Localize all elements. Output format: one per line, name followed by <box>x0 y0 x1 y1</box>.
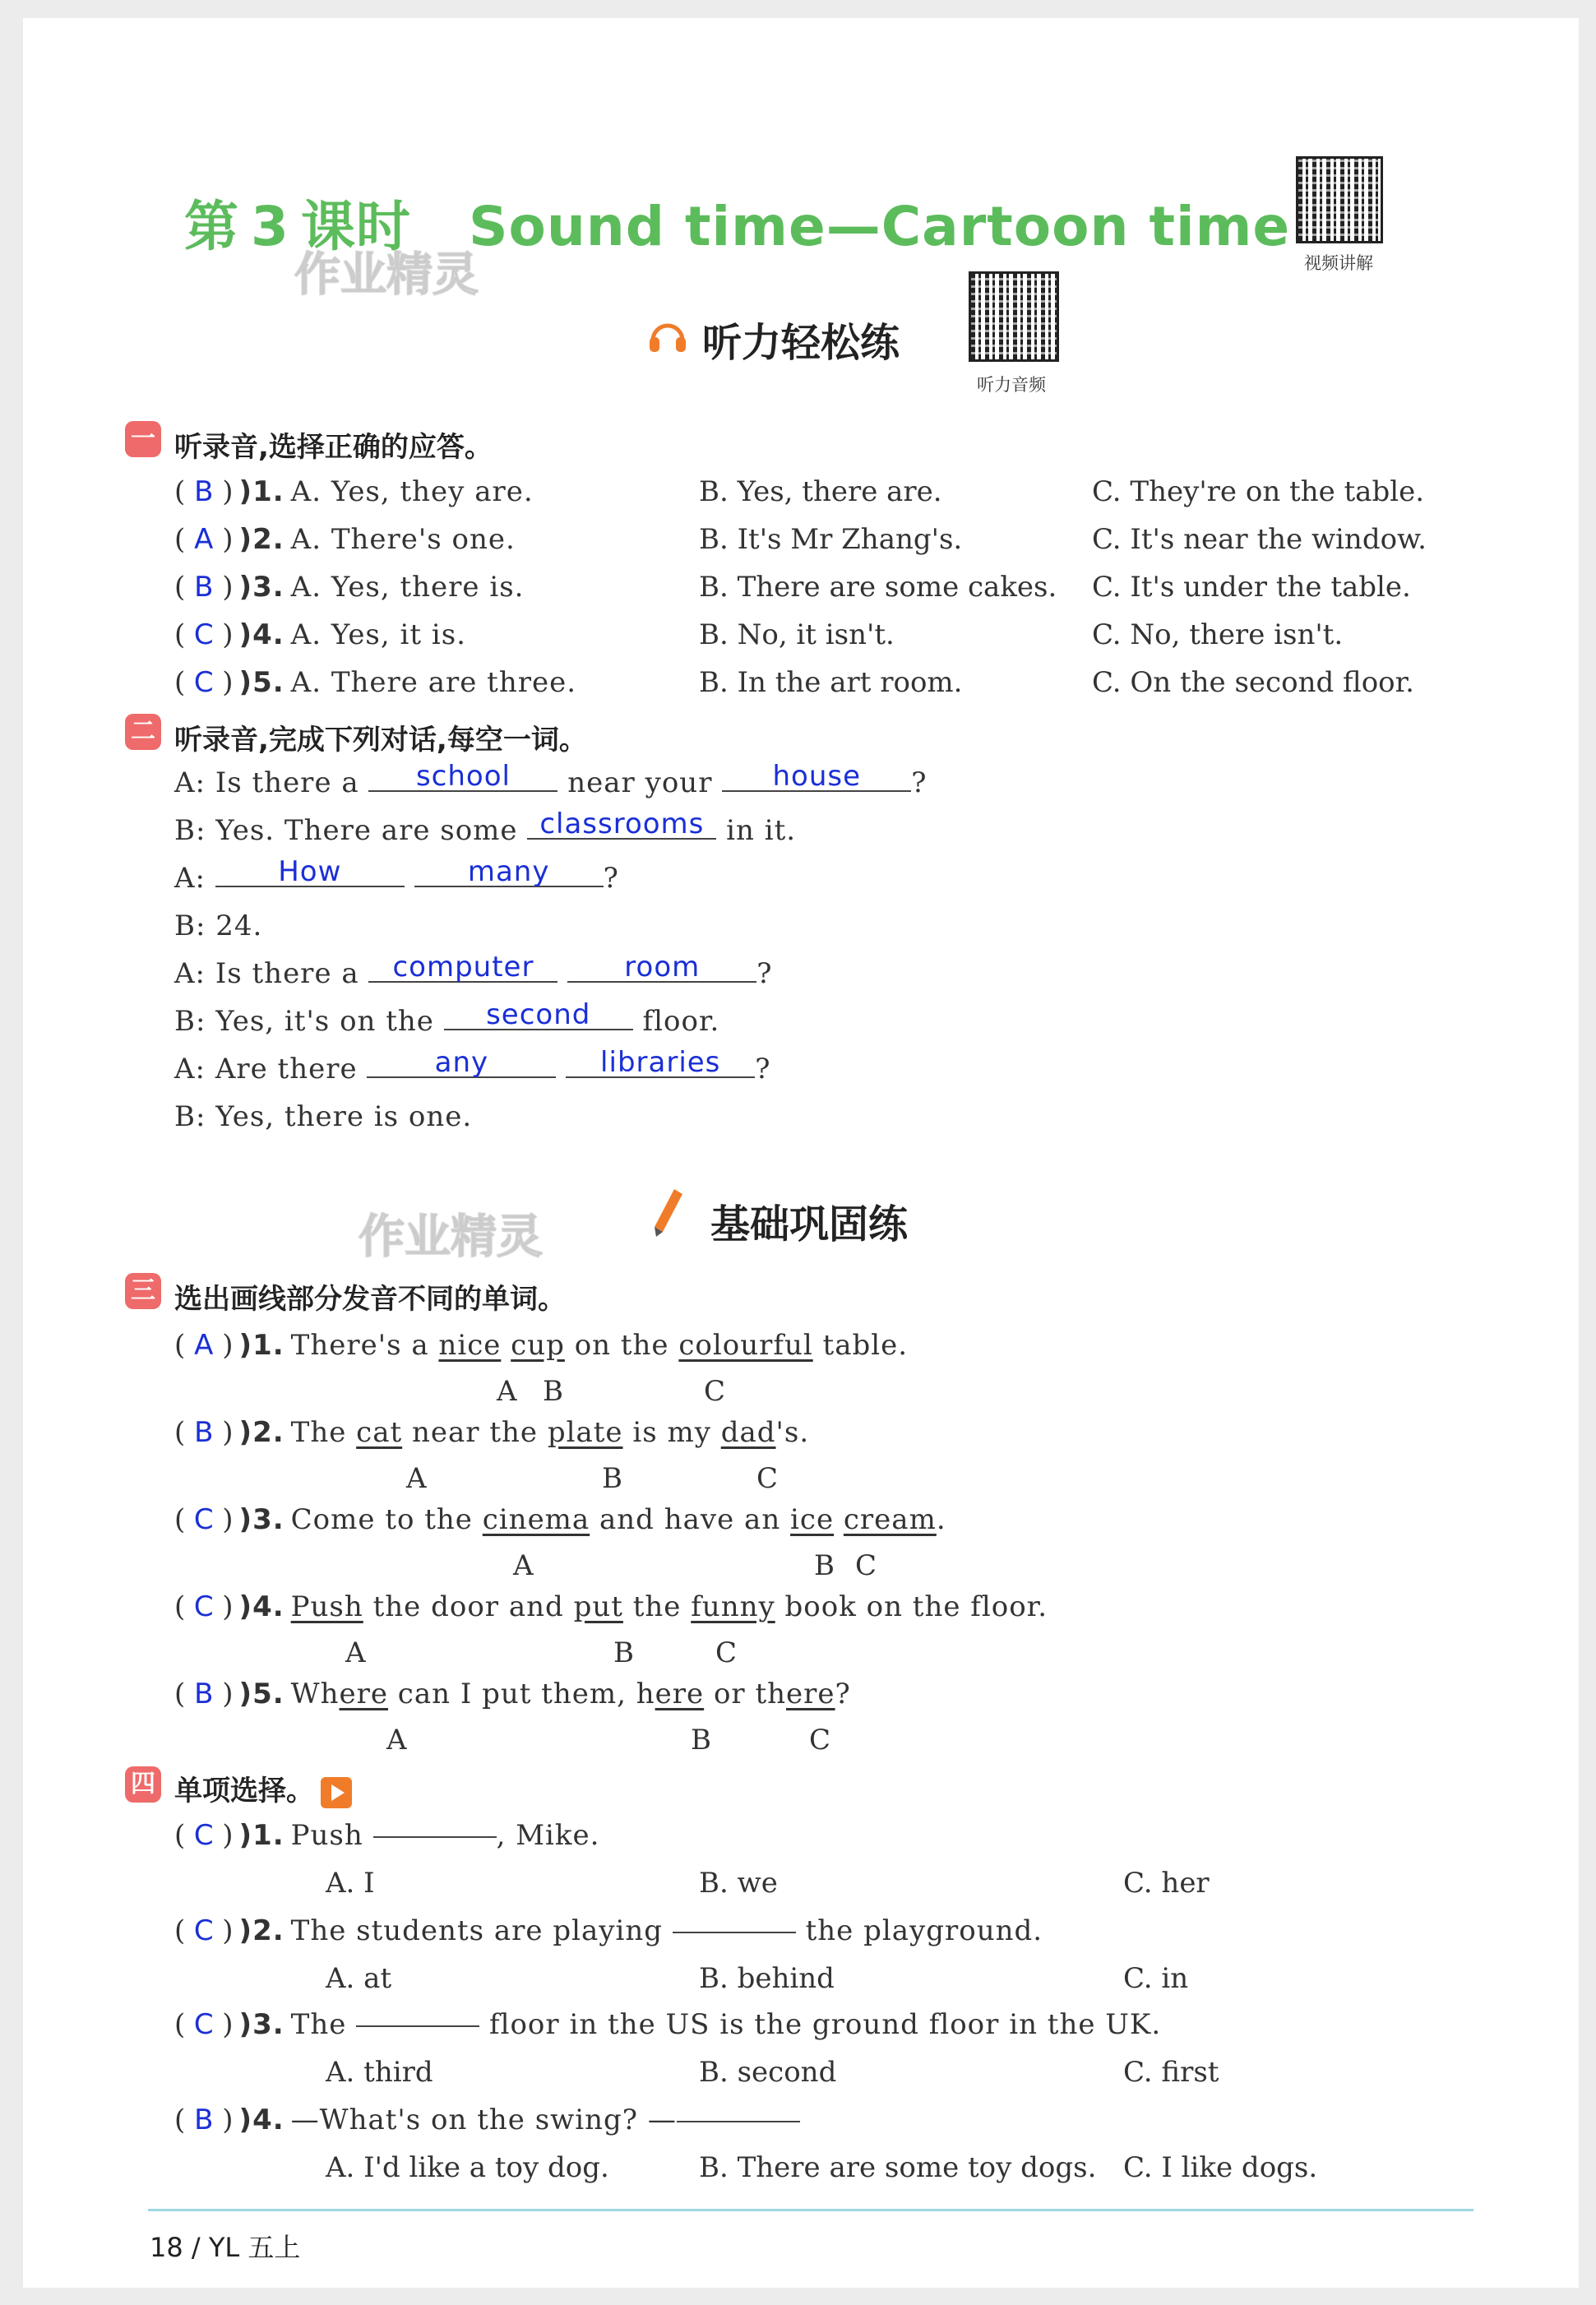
answer: A <box>194 523 215 556</box>
answer-blank[interactable]: second <box>444 1001 633 1030</box>
option-c: C. They're on the table. <box>1092 475 1425 508</box>
underlined-word: cream <box>843 1503 937 1536</box>
part1-heading: 听录音,选择正确的应答。 <box>174 431 493 464</box>
dialogue-line <box>174 1046 771 1085</box>
dialogue-text: A: <box>174 862 206 895</box>
question-number: )4. <box>238 1590 285 1623</box>
question-number: )2. <box>238 523 285 556</box>
answer-blank[interactable] <box>677 2121 800 2122</box>
question-number: )2. <box>238 1416 285 1449</box>
option-a: A. There are three. <box>290 666 577 699</box>
listening-section-title: 听力轻松练 <box>702 320 900 366</box>
underlined-word: cup <box>511 1329 565 1362</box>
option-b: B. In the art room. <box>699 666 963 699</box>
option-b: B. second <box>699 2056 837 2089</box>
question-row: ( C ) )3. The floor in the US is the ground floor in the UK. <box>174 2008 1162 2041</box>
label-b: B <box>602 1462 623 1495</box>
option-a: A. Yes, it is. <box>290 618 466 651</box>
sentence-text: The students are playing <box>290 1914 663 1947</box>
option-b: B. There are some toy dogs. <box>699 2151 1097 2184</box>
dialogue-text: A: Is there a <box>174 766 359 799</box>
answer: B <box>194 1416 215 1449</box>
part-badge: 一 <box>125 421 161 457</box>
lesson-label: 第 <box>184 195 239 258</box>
question-row: ( B ) )1. A. Yes, they are. <box>174 475 534 508</box>
label-c: C <box>809 1724 832 1757</box>
watermark: 作业精灵 <box>294 248 479 302</box>
sentence-text: —What's on the swing? — <box>290 2104 677 2136</box>
question-row: ( A ) )2. A. There's one. <box>174 523 516 556</box>
headphones-icon <box>645 312 691 359</box>
answer-blank[interactable]: house <box>722 762 911 792</box>
dialogue-text: in it. <box>726 814 797 847</box>
audio-caption: 听力音频 <box>977 375 1046 395</box>
underlined-word: Push <box>290 1590 363 1623</box>
lesson-title-en: Sound time—Cartoon time <box>468 195 1291 258</box>
question-number: )1. <box>238 475 285 508</box>
question-row: ( B ) )5. Where can I put them, here or there? <box>174 1678 851 1710</box>
option-a: A. Yes, there is. <box>290 571 525 604</box>
sentence-text: is my <box>622 1416 721 1449</box>
answer-blank[interactable] <box>373 1836 497 1838</box>
video-caption: 视频讲解 <box>1304 253 1373 273</box>
answer-blank[interactable] <box>356 2025 479 2027</box>
sentence-text: book on the floor. <box>775 1590 1048 1623</box>
dialogue-text: ? <box>756 957 773 990</box>
sentence-text: the playground. <box>805 1914 1043 1947</box>
pencil-icon <box>650 1186 687 1238</box>
play-icon[interactable] <box>321 1777 352 1808</box>
question-number: )4. <box>238 2104 285 2136</box>
dialogue-line: B: 24. <box>174 910 263 942</box>
label-b: B <box>814 1549 835 1582</box>
option-c: C. It's under the table. <box>1092 571 1411 604</box>
underlined-word: colourful <box>678 1329 813 1362</box>
part2-heading: 听录音,完成下列对话,每空一词。 <box>174 724 587 757</box>
underlined-word: ice <box>790 1503 835 1536</box>
part-badge: 二 <box>125 714 161 750</box>
sentence-text: the door and <box>363 1590 574 1623</box>
answer-blank[interactable]: How <box>215 858 405 887</box>
sentence-text: near the <box>402 1416 548 1449</box>
dialogue-text: A: Is there a <box>174 957 359 990</box>
video-qr-code-icon[interactable] <box>1296 156 1383 243</box>
option-b: B. There are some cakes. <box>699 571 1057 604</box>
question-row: ( C ) )3. Come to the cinema and have an ice cream. <box>174 1503 946 1536</box>
answer: C <box>193 1914 215 1947</box>
sentence-text: on the <box>564 1329 679 1362</box>
sentence-text: Wh <box>290 1678 340 1710</box>
label-a: A <box>497 1375 518 1408</box>
basics-section-title: 基础巩固练 <box>710 1201 909 1247</box>
question-row: ( C ) )2. The students are playing the playground. <box>174 1914 1043 1947</box>
lesson-number: 3 <box>251 195 289 258</box>
answer-blank[interactable]: any <box>367 1048 556 1078</box>
answer: B <box>194 1678 215 1710</box>
dialogue-text: ? <box>603 862 619 895</box>
audio-qr-code-icon[interactable] <box>969 271 1059 362</box>
part-badge: 三 <box>125 1273 161 1309</box>
underlined-word: ere <box>786 1678 835 1710</box>
question-row: ( B ) )3. A. Yes, there is. <box>174 571 525 604</box>
dialogue-text: B: Yes. There are some <box>174 814 518 847</box>
dialogue-line: B: Yes, there is one. <box>174 1100 473 1133</box>
answer: B <box>194 2104 215 2136</box>
question-number: )3. <box>238 571 285 604</box>
answer: B <box>194 571 215 604</box>
question-row: ( C ) )4. Push the door and put the funny book on the floor. <box>174 1590 1048 1623</box>
dialogue-line <box>174 808 797 847</box>
dialogue-text: floor. <box>642 1005 720 1038</box>
underlined-word: ere <box>655 1678 705 1710</box>
sentence-text: or th <box>704 1678 787 1710</box>
page-footer: 18 / YL 五上 <box>150 2232 301 2263</box>
underlined-word: cinema <box>482 1503 590 1536</box>
sentence-text: table. <box>812 1329 909 1362</box>
underlined-word: cat <box>356 1416 403 1449</box>
footer-divider <box>148 2209 1473 2211</box>
underlined-word: nice <box>438 1329 502 1362</box>
question-row: ( C ) )1. Push , Mike. <box>174 1819 600 1852</box>
sentence-text <box>834 1503 844 1536</box>
dialogue-text: ? <box>911 766 928 799</box>
label-c: C <box>855 1549 878 1582</box>
answer: C <box>193 1819 215 1852</box>
part4-heading-text: 单项选择。 <box>174 1775 314 1807</box>
label-a: A <box>406 1462 428 1495</box>
answer-blank[interactable]: libraries <box>566 1048 755 1078</box>
option-a: A. I <box>326 1867 375 1900</box>
sentence-text: , Mike. <box>496 1819 600 1852</box>
label-c: C <box>756 1462 779 1495</box>
sentence-text: The <box>290 2008 347 2041</box>
underlined-word: funny <box>691 1590 775 1623</box>
answer-blank[interactable]: computer <box>368 953 557 983</box>
sentence-text: ? <box>835 1678 851 1710</box>
question-row: ( C ) )5. A. There are three. <box>174 666 577 699</box>
answer: A <box>194 1329 215 1362</box>
answer: C <box>193 1590 215 1623</box>
dialogue-text: B: Yes, it's on the <box>174 1005 434 1038</box>
dialogue-text: near your <box>567 766 713 799</box>
sentence-text: the <box>622 1590 692 1623</box>
question-number: )3. <box>238 2008 285 2041</box>
workbook-page <box>23 18 1579 2288</box>
sentence-text: . <box>936 1503 946 1536</box>
option-a: A. third <box>326 2056 433 2089</box>
question-row: ( A ) )1. There's a nice cup on the colourful table. <box>174 1329 909 1362</box>
sentence-text: floor in the US is the ground floor in the UK. <box>488 2008 1162 2041</box>
sentence-text: Push <box>290 1819 363 1852</box>
label-b: B <box>691 1724 712 1757</box>
sentence-text: and have an <box>590 1503 791 1536</box>
dialogue-line <box>174 998 720 1038</box>
watermark: 作业精灵 <box>359 1210 543 1264</box>
question-row: ( B ) )2. The cat near the plate is my dad's. <box>174 1416 810 1449</box>
option-c: C. in <box>1123 1962 1189 1995</box>
answer: C <box>193 618 215 651</box>
option-c: C. her <box>1123 1867 1210 1900</box>
answer-blank[interactable]: many <box>414 858 604 887</box>
option-b: B. No, it isn't. <box>699 618 895 651</box>
answer: C <box>193 2008 215 2041</box>
option-c: C. I like dogs. <box>1123 2151 1318 2184</box>
question-number: )3. <box>238 1503 285 1536</box>
option-b: B. we <box>699 1867 778 1900</box>
answer-blank[interactable]: classrooms <box>527 810 716 840</box>
option-c: C. It's near the window. <box>1092 523 1427 556</box>
label-c: C <box>704 1375 727 1408</box>
question-row: ( C ) )4. A. Yes, it is. <box>174 618 466 651</box>
underlined-word: plate <box>547 1416 623 1449</box>
question-row: ( B ) )4. —What's on the swing? — <box>174 2104 800 2136</box>
part3-heading: 选出画线部分发音不同的单词。 <box>174 1283 566 1316</box>
option-a: A. Yes, they are. <box>290 475 534 508</box>
sentence-text: There's a <box>290 1329 439 1362</box>
question-number: )2. <box>238 1914 285 1947</box>
lesson-unit: 课时 <box>300 195 411 258</box>
dialogue-text: ? <box>755 1053 771 1085</box>
sentence-text: can I put them, h <box>388 1678 655 1710</box>
label-a: A <box>513 1549 534 1582</box>
dialogue-line <box>174 951 773 990</box>
answer-blank[interactable]: school <box>368 762 557 792</box>
answer: C <box>193 666 215 699</box>
part-badge: 四 <box>125 1766 161 1803</box>
question-number: )5. <box>238 666 285 699</box>
option-a: A. at <box>326 1962 392 1995</box>
option-c: C. first <box>1123 2056 1219 2089</box>
answer-blank[interactable]: room <box>567 953 756 983</box>
sentence-text: The <box>290 1416 357 1449</box>
option-b: B. It's Mr Zhang's. <box>699 523 963 556</box>
option-a: A. I'd like a toy dog. <box>326 2151 609 2184</box>
answer: C <box>193 1503 215 1536</box>
option-b: B. behind <box>699 1962 835 1995</box>
option-c: C. On the second floor. <box>1092 666 1414 699</box>
answer: B <box>194 475 215 508</box>
dialogue-line <box>174 760 928 799</box>
sentence-text: 's. <box>775 1416 810 1449</box>
label-b: B <box>613 1636 635 1669</box>
answer-blank[interactable] <box>673 1932 796 1933</box>
sentence-text: Come to the <box>290 1503 483 1536</box>
label-a: A <box>345 1636 367 1669</box>
part4-heading <box>174 1768 352 1808</box>
option-c: C. No, there isn't. <box>1092 618 1344 651</box>
underlined-word: put <box>573 1590 623 1623</box>
label-a: A <box>386 1724 408 1757</box>
question-number: )5. <box>238 1678 285 1710</box>
question-number: )1. <box>238 1819 285 1852</box>
sentence-text <box>501 1329 511 1362</box>
label-c: C <box>715 1636 738 1669</box>
label-b: B <box>543 1375 564 1408</box>
underlined-word: ere <box>339 1678 388 1710</box>
underlined-word: dad <box>720 1416 776 1449</box>
option-a: A. There's one. <box>290 523 516 556</box>
question-number: )4. <box>238 618 285 651</box>
dialogue-text: A: Are there <box>174 1053 358 1085</box>
option-b: B. Yes, there are. <box>699 475 942 508</box>
dialogue-line <box>174 855 619 895</box>
question-number: )1. <box>238 1329 285 1362</box>
